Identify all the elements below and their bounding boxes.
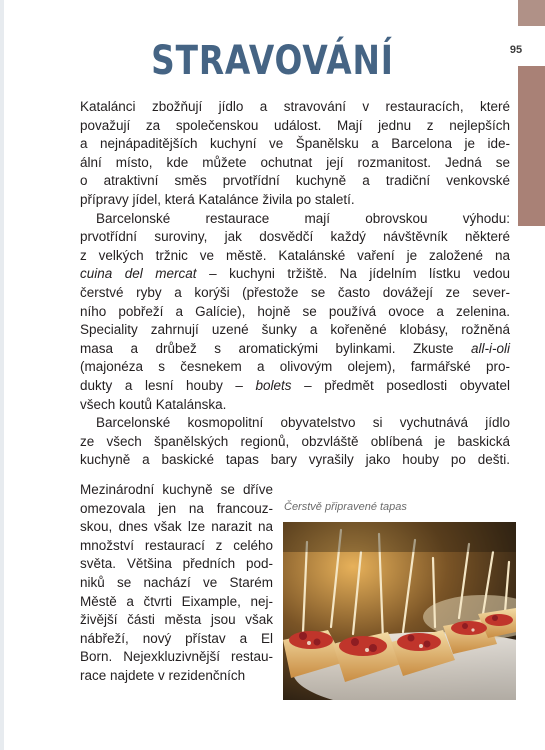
tapas-illustration	[283, 522, 516, 700]
text-line	[80, 340, 510, 359]
text-line: Mezinárodní kuchyně se dříve	[80, 482, 273, 497]
text-line: niků se nachází ve Starém	[80, 574, 273, 590]
text-line: množství restaurací z celého	[80, 537, 273, 553]
text-line: (majonéza s česnekem a olivovým olejem), farmářské pro-	[80, 359, 510, 375]
text-line: považují za společenskou událost. Mají jednu z nejlepších	[80, 117, 510, 133]
text-line: kuchyně a baskické tapas bary vyrašily jako houby po dešti.	[80, 452, 510, 468]
narrow-column-text	[80, 481, 273, 686]
text-line: a nejnápaditějších kuchyní ve Španělsku a Barcelona je ide-	[80, 136, 510, 152]
photo-caption: Čerstvě připravené tapas	[284, 501, 407, 513]
page-title: STRAVOVÁNÍ	[151, 38, 394, 84]
paragraph-1	[80, 98, 510, 210]
text-line: světa. Většina předních pod-	[80, 556, 273, 572]
text-line: Born. Nejexkluzivnější restau-	[80, 649, 273, 665]
text-line: prvotřídní suroviny, jak dosvědčí každý návštěvník některé	[80, 229, 510, 245]
paragraph-3	[80, 414, 510, 470]
text-line: omezovala jen na francouz-	[80, 500, 273, 516]
text-line: z velkých tržnic ve městě. Katalánské vaření je založené na	[80, 247, 510, 263]
text-fragment: – kuchyni tržiště. Na jídelním lístku vedou	[196, 266, 510, 282]
text-line: nábřeží, nový přístav a El	[80, 630, 273, 646]
page-edge	[0, 0, 4, 750]
text-line: ze všech španělských regionů, obzvláště oblíbená je baskická	[80, 433, 510, 449]
text-line: čerstvé ryby a korýši (přestože se často dovážejí ze sever-	[80, 284, 510, 300]
chapter-tab-top	[518, 0, 545, 26]
text-line: všech koutů Katalánska.	[80, 396, 227, 412]
italic-term: all-i-oli	[470, 340, 510, 356]
text-line: Barcelonské kosmopolitní obyvatelstvo si vychutnává jídlo	[96, 415, 510, 431]
text-line	[80, 265, 510, 284]
page-number: 95	[509, 44, 523, 56]
chapter-tab	[518, 66, 545, 226]
text-fragment: masa a drůbež s aromatickými bylinkami. Zkuste	[80, 340, 471, 356]
text-line	[80, 377, 510, 396]
text-line: Speciality zahrnují uzené šunky a kořeněné klobásy, rožněná	[80, 322, 510, 338]
article-body	[80, 98, 510, 470]
paragraph-2	[80, 210, 510, 415]
text-line: race najdete v rezidenčních	[80, 667, 246, 683]
tapas-photo	[283, 522, 516, 700]
text-line: skou, dnes však lze narazit na	[80, 519, 273, 535]
text-line: přípravy jídel, která Katalánce živila po staletí.	[80, 191, 355, 207]
italic-term: cuina del mercat	[80, 266, 197, 282]
italic-term: bolets	[255, 377, 292, 393]
text-line: živější části města jsou však	[80, 612, 273, 628]
text-line: o atraktivní směs prvotřídní kuchyně a tradiční venkovské	[80, 173, 510, 189]
text-line: Městě a čtvrti Eixample, nej-	[80, 593, 273, 609]
text-line: ální místo, kde můžete ochutnat její rozmanitost. Jedná se	[80, 154, 510, 170]
text-line: Barcelonské restaurace mají obrovskou výhodu:	[96, 210, 510, 226]
text-fragment: – předmět posedlosti obyvatel	[291, 377, 510, 393]
text-line: ního pobřeží a Galície), hojně se používá ovoce a zelenina.	[80, 303, 510, 319]
text-line: Katalánci zbožňují jídlo a stravování v restauracích, které	[80, 99, 510, 114]
text-fragment: dukty a lesní houby –	[80, 377, 256, 393]
